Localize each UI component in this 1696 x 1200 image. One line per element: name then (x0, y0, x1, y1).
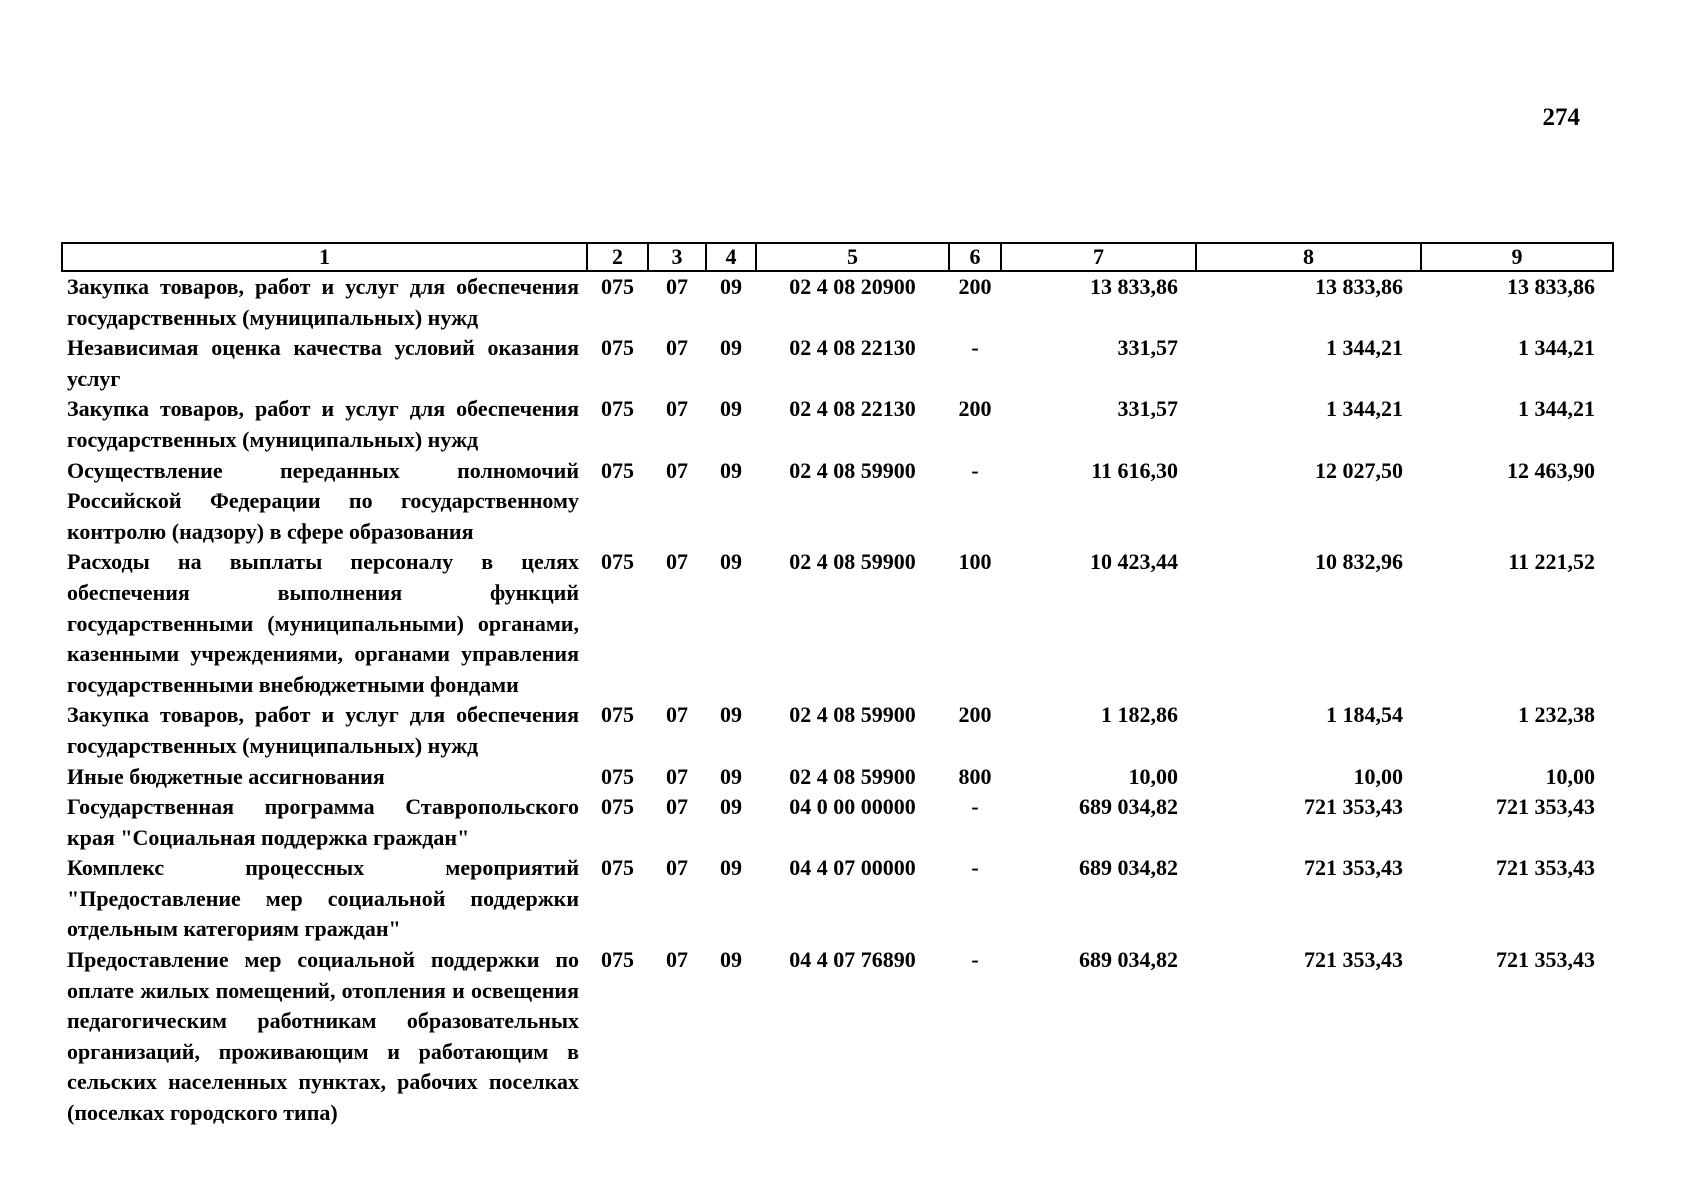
table-body (62, 271, 1613, 1129)
table-row (62, 762, 1613, 793)
row-amount-col8: 1 344,21 (1326, 396, 1403, 422)
column-header: 6 (949, 243, 1001, 271)
row-target-article: 02 4 08 22130 (789, 396, 916, 422)
header-row (62, 243, 1613, 271)
row-subsection-code: 09 (720, 457, 742, 483)
row-expense-type: - (971, 855, 979, 881)
row-amount-col9: 12 463,90 (1507, 457, 1595, 483)
row-section-code: 07 (666, 702, 688, 728)
row-expense-type: 200 (958, 274, 992, 299)
row-ministry-code: 075 (601, 549, 634, 575)
row-ministry-code: 075 (601, 457, 634, 483)
table-row (62, 271, 1613, 333)
row-ministry-code: 075 (601, 702, 634, 728)
budget-table (61, 242, 1614, 1129)
row-section-code: 07 (666, 335, 688, 361)
row-target-article: 04 4 07 00000 (789, 855, 916, 881)
table-header (62, 243, 1613, 271)
row-amount-col9: 721 353,43 (1496, 855, 1595, 881)
column-header: 8 (1196, 243, 1421, 271)
row-subsection-code: 09 (720, 702, 742, 728)
row-subsection-code: 09 (720, 549, 742, 575)
row-amount-col9: 1 344,21 (1518, 335, 1595, 361)
row-amount-col8: 10,00 (1353, 763, 1403, 789)
row-section-code: 07 (666, 549, 688, 575)
row-ministry-code: 075 (601, 794, 634, 820)
row-amount-col7: 10 423,44 (1090, 549, 1178, 575)
row-amount-col8: 10 832,96 (1315, 549, 1403, 575)
row-ministry-code: 075 (601, 396, 634, 422)
row-subsection-code: 09 (720, 794, 742, 820)
row-amount-col7: 689 034,82 (1079, 794, 1178, 820)
row-expense-type: 100 (958, 549, 992, 575)
column-header: 3 (648, 243, 706, 271)
row-subsection-code: 09 (720, 947, 742, 973)
row-expense-type: 200 (958, 702, 992, 728)
row-amount-col9: 11 221,52 (1508, 549, 1595, 575)
row-section-code: 07 (666, 457, 688, 483)
column-header: 1 (62, 243, 587, 271)
row-ministry-code: 075 (601, 947, 634, 973)
row-amount-col8: 721 353,43 (1304, 947, 1403, 973)
row-expense-type: - (971, 457, 979, 483)
row-amount-col8: 1 344,21 (1326, 335, 1403, 361)
row-ministry-code: 075 (601, 855, 634, 881)
row-description: Расходы на выплаты персоналу в целях обеспечения выполнения функций государственными (муниципальными) органами, казенными учреждениями, органами управления государственными внебюджетными фондами (67, 549, 579, 697)
row-amount-col9: 13 833,86 (1507, 274, 1595, 299)
row-amount-col9: 10,00 (1545, 763, 1595, 789)
row-section-code: 07 (666, 947, 688, 973)
row-description: Независимая оценка качества условий оказания услуг (67, 335, 579, 391)
row-target-article: 02 4 08 22130 (789, 335, 916, 361)
row-expense-type: 200 (958, 396, 992, 422)
row-subsection-code: 09 (720, 335, 742, 361)
row-amount-col7: 13 833,86 (1090, 274, 1178, 299)
row-target-article: 02 4 08 59900 (789, 457, 916, 483)
table-row (62, 853, 1613, 945)
row-amount-col7: 689 034,82 (1079, 947, 1178, 973)
row-ministry-code: 075 (601, 274, 634, 299)
row-subsection-code: 09 (720, 855, 742, 881)
row-description: Закупка товаров, работ и услуг для обеспечения государственных (муниципальных) нужд (67, 702, 579, 758)
table-row (62, 945, 1613, 1129)
row-description: Осуществление переданных полномочий Российской Федерации по государственному контролю (надзору) в сфере образования (67, 457, 579, 544)
column-header: 9 (1421, 243, 1613, 271)
row-target-article: 04 0 00 00000 (789, 794, 916, 820)
row-amount-col9: 1 344,21 (1518, 396, 1595, 422)
table-row (62, 394, 1613, 455)
row-section-code: 07 (666, 274, 688, 299)
row-ministry-code: 075 (601, 763, 634, 789)
table-row (62, 700, 1613, 761)
column-header: 2 (587, 243, 648, 271)
row-expense-type: - (971, 335, 979, 361)
row-amount-col8: 1 184,54 (1326, 702, 1403, 728)
table-row (62, 333, 1613, 394)
row-section-code: 07 (666, 396, 688, 422)
row-subsection-code: 09 (720, 763, 742, 789)
column-header: 7 (1001, 243, 1196, 271)
column-header: 5 (756, 243, 949, 271)
row-description: Предоставление мер социальной поддержки по оплате жилых помещений, отопления и освещения педагогическим работникам образовательных организаций, проживающим и работающим в сельских населенных пунктах, рабочих поселках (поселках городского типа) (67, 947, 579, 1126)
row-amount-col8: 721 353,43 (1304, 855, 1403, 881)
row-amount-col7: 11 616,30 (1091, 457, 1178, 483)
row-target-article: 02 4 08 20900 (789, 274, 916, 299)
row-amount-col7: 689 034,82 (1079, 855, 1178, 881)
row-amount-col7: 1 182,86 (1101, 702, 1178, 728)
row-expense-type: - (971, 794, 979, 820)
row-amount-col9: 721 353,43 (1496, 794, 1595, 820)
row-description: Закупка товаров, работ и услуг для обеспечения государственных (муниципальных) нужд (67, 396, 579, 452)
row-section-code: 07 (666, 855, 688, 881)
row-amount-col8: 13 833,86 (1315, 274, 1403, 299)
row-target-article: 02 4 08 59900 (789, 702, 916, 728)
row-amount-col7: 331,57 (1117, 396, 1178, 422)
row-amount-col7: 331,57 (1117, 335, 1178, 361)
row-description: Государственная программа Ставропольского края "Социальная поддержка граждан" (67, 794, 579, 850)
row-description: Иные бюджетные ассигнования (67, 763, 385, 789)
row-amount-col7: 10,00 (1128, 763, 1178, 789)
table-row (62, 792, 1613, 853)
row-target-article: 04 4 07 76890 (789, 947, 916, 973)
row-subsection-code: 09 (720, 396, 742, 422)
row-section-code: 07 (666, 794, 688, 820)
row-description: Закупка товаров, работ и услуг для обеспечения государственных (муниципальных) нужд (67, 274, 579, 330)
row-target-article: 02 4 08 59900 (789, 549, 916, 575)
row-target-article: 02 4 08 59900 (789, 763, 916, 789)
row-amount-col8: 721 353,43 (1304, 794, 1403, 820)
row-expense-type: - (971, 947, 979, 973)
row-subsection-code: 09 (720, 274, 742, 299)
row-amount-col9: 721 353,43 (1496, 947, 1595, 973)
column-header: 4 (706, 243, 756, 271)
row-expense-type: 800 (958, 763, 992, 789)
row-section-code: 07 (666, 763, 688, 789)
row-ministry-code: 075 (601, 335, 634, 361)
row-amount-col8: 12 027,50 (1315, 457, 1403, 483)
row-description: Комплекс процессных мероприятий "Предоставление мер социальной поддержки отдельным категориям граждан" (67, 855, 579, 942)
table-row (62, 456, 1613, 548)
row-amount-col9: 1 232,38 (1518, 702, 1595, 728)
table-row (62, 547, 1613, 700)
page-number: 274 (1542, 104, 1580, 131)
